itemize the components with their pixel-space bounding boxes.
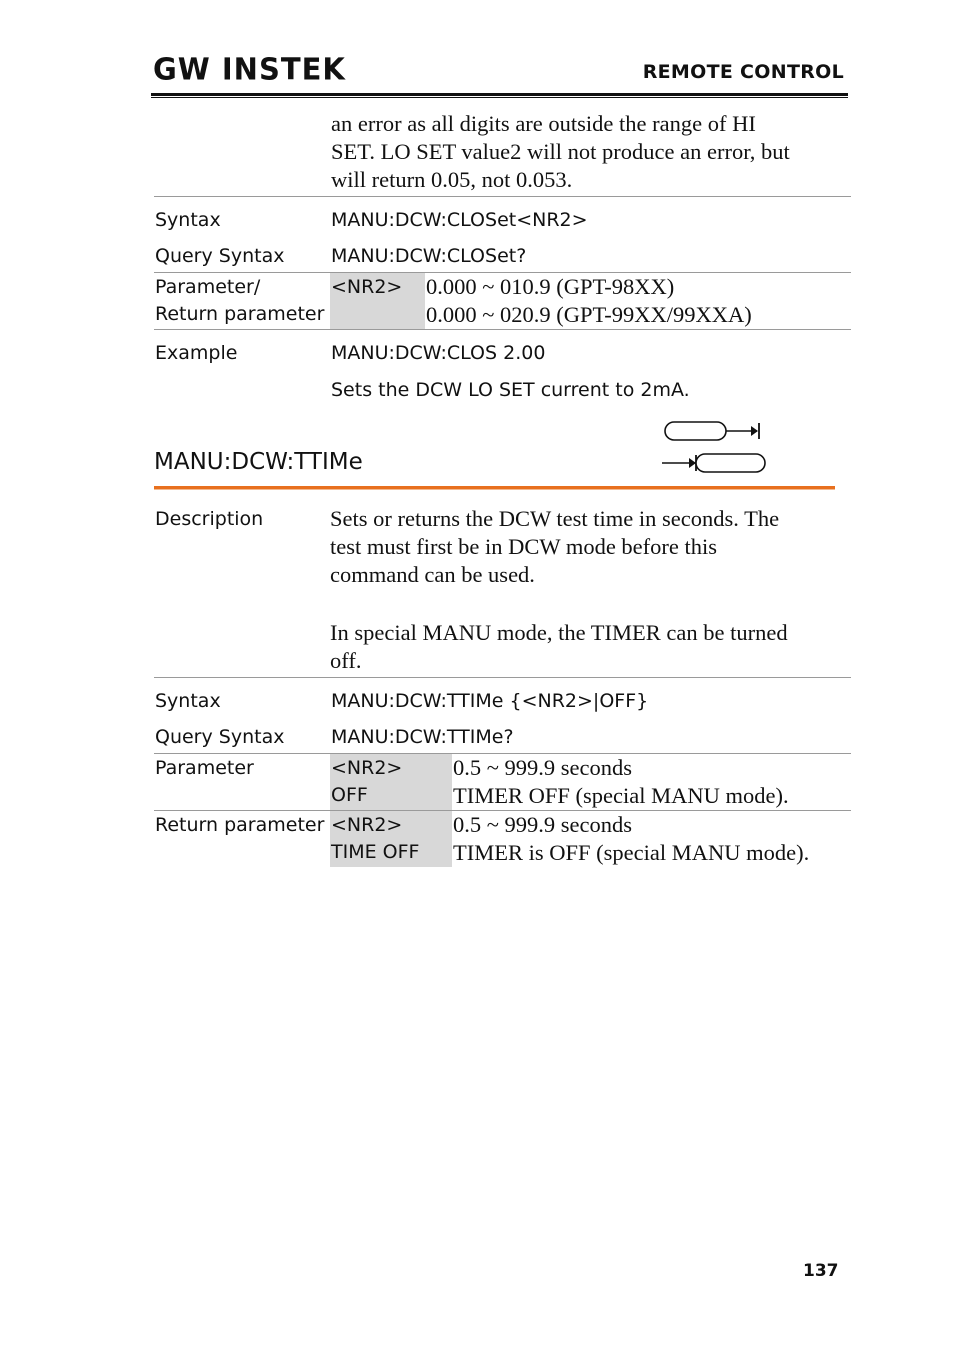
prev-param-label-1: Parameter/ — [155, 276, 261, 298]
prev-param-name: <NR2> — [331, 276, 403, 298]
return-label: Return parameter — [155, 814, 325, 836]
description-text-2 — [330, 619, 850, 675]
prev-param-values — [426, 273, 752, 329]
prev-example-cmd: MANU:DCW:CLOS 2.00 — [331, 342, 546, 364]
syntax-label: Syntax — [155, 690, 221, 712]
description-label: Description — [155, 508, 264, 530]
row-divider — [154, 677, 851, 678]
text-line: will return 0.05, not 0.053. — [331, 167, 573, 192]
text-line: Sets or returns the DCW test time in seconds. The — [330, 506, 780, 531]
title-accent-shadow — [154, 489, 835, 490]
param-value: 0.000 ~ 020.9 (GPT-99XX/99XXA) — [426, 302, 752, 327]
prev-example-desc: Sets the DCW LO SET current to 2mA. — [331, 379, 690, 401]
set-command-icon — [664, 419, 764, 445]
command-title: MANU:DCW:TTIMe — [154, 449, 363, 475]
prev-description — [331, 110, 851, 194]
prev-syntax-label: Syntax — [155, 209, 221, 231]
prev-example-label: Example — [155, 342, 238, 364]
return-value: 0.5 ~ 999.9 seconds — [453, 812, 633, 837]
parameter-name: <NR2> — [331, 757, 403, 779]
prev-query-label: Query Syntax — [155, 245, 285, 267]
syntax-value: MANU:DCW:TTIMe {<NR2>|OFF} — [331, 690, 649, 712]
param-value: TIMER OFF (special MANU mode). — [453, 783, 789, 808]
return-values — [453, 811, 809, 867]
text-line: test must first be in DCW mode before this — [330, 534, 718, 559]
section-header: REMOTE CONTROL — [642, 61, 844, 83]
prev-param-label-2: Return parameter — [155, 303, 325, 325]
return-name: TIME OFF — [331, 841, 420, 863]
row-divider — [154, 196, 851, 197]
brand-logo: GW INSTEK — [153, 51, 346, 87]
query-label: Query Syntax — [155, 726, 285, 748]
return-value: TIMER is OFF (special MANU mode). — [453, 840, 810, 865]
header-rule — [151, 93, 848, 96]
text-line: command can be used. — [330, 562, 535, 587]
text-line: an error as all digits are outside the range of HI — [331, 111, 756, 136]
query-command-icon — [660, 450, 768, 476]
param-value: 0.000 ~ 010.9 (GPT-98XX) — [426, 274, 675, 299]
text-line: off. — [330, 648, 362, 673]
parameter-name: OFF — [331, 784, 368, 806]
text-line: In special MANU mode, the TIMER can be turned — [330, 620, 788, 645]
header-rule-thin — [151, 97, 848, 98]
parameter-label: Parameter — [155, 757, 254, 779]
page-number: 137 — [803, 1261, 839, 1281]
description-text — [330, 505, 850, 589]
param-value: 0.5 ~ 999.9 seconds — [453, 755, 633, 780]
return-name: <NR2> — [331, 814, 403, 836]
parameter-values — [453, 754, 789, 810]
text-line: SET. LO SET value2 will not produce an error, but — [331, 139, 790, 164]
prev-query-value: MANU:DCW:CLOSet? — [331, 245, 527, 267]
prev-syntax-value: MANU:DCW:CLOSet<NR2> — [331, 209, 588, 231]
row-divider — [154, 329, 851, 330]
query-value: MANU:DCW:TTIMe? — [331, 726, 514, 748]
